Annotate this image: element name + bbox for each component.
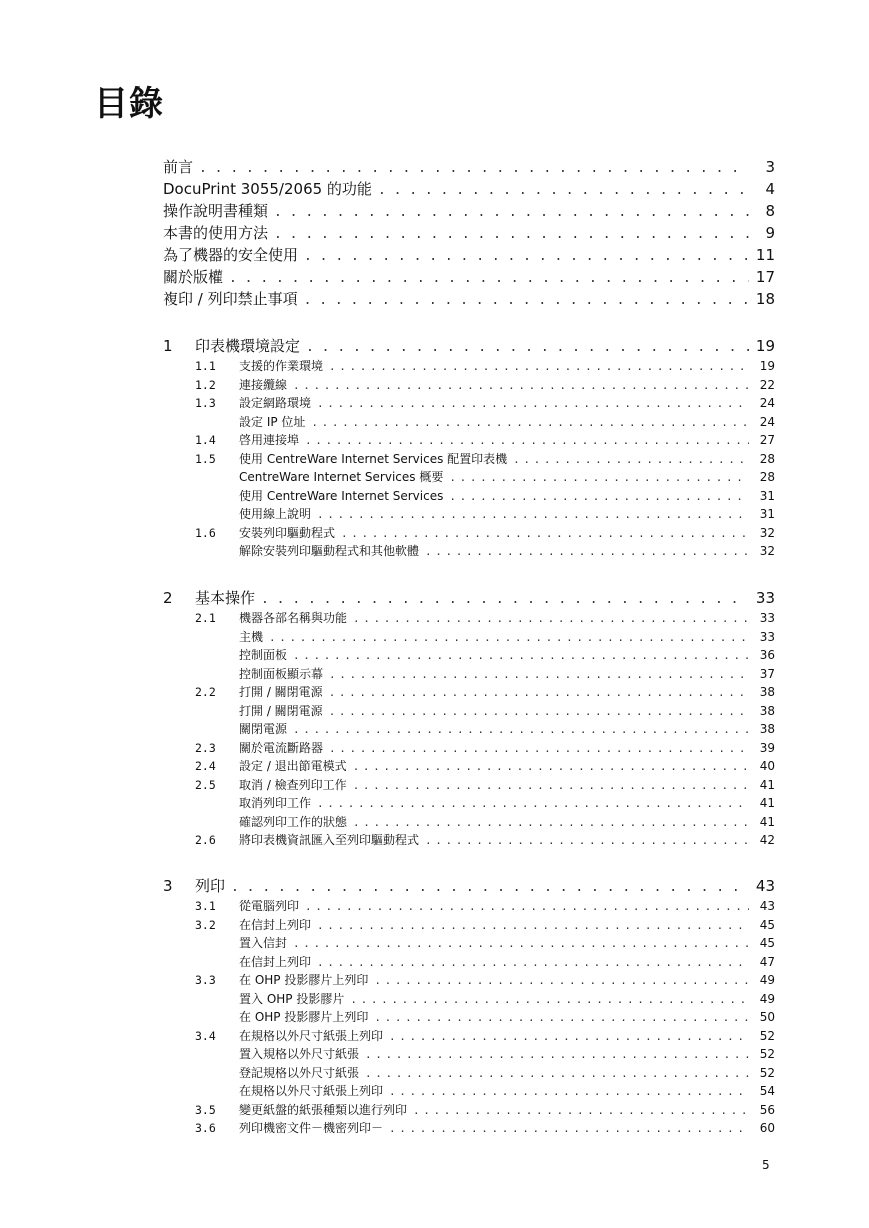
toc-section-label: 機器各部名稱與功能 xyxy=(239,611,348,625)
toc-subsection[interactable] xyxy=(239,702,775,721)
toc-front-item[interactable] xyxy=(163,222,775,246)
toc-section-label: 在信封上列印 xyxy=(239,917,312,932)
dot-leader xyxy=(304,246,749,268)
toc-chapter-number: 2 xyxy=(163,589,173,607)
dot-leader xyxy=(449,488,749,506)
toc-subsection-label: 控制面板顯示幕 xyxy=(239,666,324,681)
toc-subsection-label: 置入 OHP 投影膠片 xyxy=(239,991,345,1006)
toc-front-item-label: DocuPrint 3055/2065 的功能 xyxy=(163,180,372,198)
toc-subsection[interactable] xyxy=(239,953,775,972)
toc-subsection-label: 使用線上說明 xyxy=(239,507,312,521)
toc-subsection[interactable] xyxy=(239,665,775,684)
toc-section-label: 列印機密文件－機密列印－ xyxy=(239,1121,384,1135)
toc-chapter-number: 1 xyxy=(163,337,173,355)
dot-leader xyxy=(229,268,749,290)
toc-subsection-label: CentreWare Internet Services 概要 xyxy=(239,470,444,484)
toc-section-label: 安裝列印驅動程式 xyxy=(239,525,336,540)
toc-section-label: 設定網路環境 xyxy=(239,396,312,410)
toc-front-item-label: 為了機器的安全使用 xyxy=(163,246,299,264)
toc-subsection-page: 38 xyxy=(759,722,775,736)
dot-leader xyxy=(293,647,749,665)
toc-section-label: 取消 / 檢查列印工作 xyxy=(239,777,347,792)
dot-leader xyxy=(374,972,749,990)
toc-section-page: 43 xyxy=(759,899,775,913)
page-number: 5 xyxy=(762,1158,770,1172)
toc-subsection[interactable] xyxy=(239,413,775,432)
toc-section-page: 42 xyxy=(759,833,775,847)
toc-subsection-page: 28 xyxy=(759,470,775,484)
toc-section[interactable] xyxy=(195,1027,775,1046)
toc-subsection[interactable] xyxy=(239,1045,775,1064)
toc-section[interactable] xyxy=(195,376,775,395)
toc-subsection-label: 主機 xyxy=(239,629,264,644)
toc-subsection[interactable] xyxy=(239,1082,775,1101)
toc-section-label: 變更紙盤的紙張種類以進行列印 xyxy=(239,1102,408,1117)
toc-front-item[interactable] xyxy=(163,244,775,268)
toc-subsection[interactable] xyxy=(239,990,775,1009)
toc-section[interactable] xyxy=(195,831,775,850)
toc-section-number: 1.2 xyxy=(195,377,216,392)
toc-section-label: 啓用連接埠 xyxy=(239,433,300,447)
toc-subsection[interactable] xyxy=(239,505,775,524)
toc-section-page: 22 xyxy=(759,377,775,392)
toc-section[interactable] xyxy=(195,357,775,376)
toc-subsection-label: 在規格以外尺寸紙張上列印 xyxy=(239,1084,384,1098)
toc-section[interactable] xyxy=(195,757,775,776)
toc-front-item[interactable] xyxy=(163,200,775,224)
toc-section-number: 2.3 xyxy=(195,740,216,755)
dot-leader xyxy=(261,589,749,611)
toc-section-number: 3.2 xyxy=(195,917,216,932)
dot-leader xyxy=(305,432,749,450)
toc-section-page: 27 xyxy=(759,433,775,447)
toc-subsection-label: 控制面板 xyxy=(239,648,288,662)
toc-subsection-page: 31 xyxy=(759,507,775,521)
dot-leader xyxy=(274,202,749,224)
toc-front-item-page: 4 xyxy=(765,180,775,198)
toc-section-number: 1.5 xyxy=(195,451,216,466)
dot-leader xyxy=(317,506,749,524)
dot-leader xyxy=(350,991,749,1009)
dot-leader xyxy=(425,832,749,850)
dot-leader xyxy=(317,395,749,413)
toc-section-number: 2.6 xyxy=(195,833,216,847)
toc-front-item-label: 關於版權 xyxy=(163,268,224,286)
toc-front-item[interactable] xyxy=(163,178,775,202)
toc-subsection[interactable] xyxy=(239,487,775,506)
toc-subsection[interactable] xyxy=(239,813,775,832)
dot-leader xyxy=(311,414,749,432)
toc-front-item-label: 複印 / 列印禁止事項 xyxy=(163,290,298,308)
dot-leader xyxy=(389,1120,749,1138)
dot-leader xyxy=(389,1083,749,1101)
toc-subsection-label: 解除安裝列印驅動程式和其他軟體 xyxy=(239,544,420,558)
toc-subsection-label: 關閉電源 xyxy=(239,722,288,736)
toc-section-page: 40 xyxy=(759,759,775,773)
toc-section-page: 39 xyxy=(759,740,775,755)
toc-section[interactable] xyxy=(195,1101,775,1120)
toc-chapter[interactable] xyxy=(163,875,775,899)
toc-section-number: 3.3 xyxy=(195,973,216,987)
toc-section-page: 32 xyxy=(759,525,775,540)
toc-subsection-page: 41 xyxy=(759,796,775,810)
dot-leader xyxy=(199,158,749,180)
dot-leader xyxy=(317,954,749,972)
dot-leader xyxy=(317,795,749,813)
toc-subsection-label: 在 OHP 投影膠片上列印 xyxy=(239,1010,369,1024)
toc-subsection-page: 24 xyxy=(759,414,775,429)
toc-front-item-label: 操作說明書種類 xyxy=(163,202,269,220)
toc-chapter[interactable] xyxy=(163,587,775,611)
toc-section[interactable] xyxy=(195,1119,775,1138)
dot-leader xyxy=(353,814,749,832)
toc-section-label: 從電腦列印 xyxy=(239,899,300,913)
toc-front-item-page: 18 xyxy=(755,290,775,308)
dot-leader xyxy=(293,377,749,395)
toc-section[interactable] xyxy=(195,776,775,795)
dot-leader xyxy=(317,917,749,935)
toc-subsection-page: 50 xyxy=(759,1010,775,1024)
toc-section-page: 24 xyxy=(759,396,775,410)
toc-subsection[interactable] xyxy=(239,1008,775,1027)
toc-front-item-label: 本書的使用方法 xyxy=(163,224,269,242)
dot-leader xyxy=(274,224,749,246)
toc-subsection-page: 33 xyxy=(759,629,775,644)
toc-subsection[interactable] xyxy=(239,794,775,813)
toc-section-number: 2.4 xyxy=(195,759,216,773)
dot-leader xyxy=(305,898,749,916)
toc-subsection[interactable] xyxy=(239,646,775,665)
dot-leader xyxy=(365,1065,749,1083)
toc-section[interactable] xyxy=(195,609,775,628)
dot-leader xyxy=(304,290,749,312)
dot-leader xyxy=(353,758,749,776)
toc-section-label: 將印表機資訊匯入至列印驅動程式 xyxy=(239,833,420,847)
toc-section-number: 1.4 xyxy=(195,433,216,447)
toc-subsection-page: 32 xyxy=(759,544,775,558)
dot-leader xyxy=(353,777,749,795)
toc-section-label: 支援的作業環境 xyxy=(239,359,324,373)
toc-subsection-page: 31 xyxy=(759,488,775,503)
toc-chapter-page: 19 xyxy=(755,337,775,355)
toc-section-page: 60 xyxy=(759,1121,775,1135)
page-title: 目錄 xyxy=(94,84,164,124)
toc-section-label: 在規格以外尺寸紙張上列印 xyxy=(239,1028,384,1043)
toc-subsection-page: 36 xyxy=(759,648,775,662)
toc-subsection-page: 52 xyxy=(759,1065,775,1080)
toc-subsection[interactable] xyxy=(239,468,775,487)
toc-section-number: 3.1 xyxy=(195,899,216,913)
toc-section-number: 2.2 xyxy=(195,685,216,699)
toc-section-label: 使用 CentreWare Internet Services 配置印表機 xyxy=(239,451,508,466)
dot-leader xyxy=(425,543,749,561)
dot-leader xyxy=(341,525,749,543)
dot-leader xyxy=(389,1028,749,1046)
toc-subsection-label: 使用 CentreWare Internet Services xyxy=(239,488,444,503)
toc-section-label: 打開 / 關閉電源 xyxy=(239,685,323,699)
toc-section-label: 設定 / 退出節電模式 xyxy=(239,759,347,773)
toc-subsection[interactable] xyxy=(239,628,775,647)
toc-section[interactable] xyxy=(195,897,775,916)
toc-section-page: 28 xyxy=(759,451,775,466)
toc-chapter-label: 印表機環境設定 xyxy=(195,337,301,355)
dot-leader xyxy=(329,666,749,684)
toc-section-page: 56 xyxy=(759,1102,775,1117)
toc-front-item-page: 11 xyxy=(755,246,775,264)
toc-section-label: 在 OHP 投影膠片上列印 xyxy=(239,973,369,987)
dot-leader xyxy=(449,469,749,487)
toc-chapter-number: 3 xyxy=(163,877,173,895)
toc-section[interactable] xyxy=(195,916,775,935)
toc-chapter-page: 43 xyxy=(755,877,775,895)
toc-subsection-page: 45 xyxy=(759,936,775,950)
toc-section-page: 19 xyxy=(759,359,775,373)
dot-leader xyxy=(353,610,749,628)
toc-section-number: 1.1 xyxy=(195,359,216,373)
toc-section-page: 49 xyxy=(759,973,775,987)
dot-leader xyxy=(293,721,749,739)
toc-section[interactable] xyxy=(195,394,775,413)
toc-subsection-label: 取消列印工作 xyxy=(239,796,312,810)
toc-subsection-page: 49 xyxy=(759,991,775,1006)
toc-subsection-label: 置入規格以外尺寸紙張 xyxy=(239,1047,360,1061)
toc-section-page: 33 xyxy=(759,611,775,625)
toc-chapter[interactable] xyxy=(163,335,775,359)
toc-subsection-label: 打開 / 關閉電源 xyxy=(239,703,323,718)
toc-section-number: 2.1 xyxy=(195,611,216,625)
toc-front-item[interactable] xyxy=(163,266,775,290)
toc-front-item-page: 8 xyxy=(765,202,775,220)
toc-subsection-label: 設定 IP 位址 xyxy=(239,414,306,429)
toc-subsection-label: 登記規格以外尺寸紙張 xyxy=(239,1065,360,1080)
toc-chapter-page: 33 xyxy=(755,589,775,607)
toc-section[interactable] xyxy=(195,524,775,543)
toc-subsection-label: 置入信封 xyxy=(239,936,288,950)
toc-section-page: 52 xyxy=(759,1028,775,1043)
toc-section-page: 45 xyxy=(759,917,775,932)
dot-leader xyxy=(329,740,749,758)
toc-section-number: 3.4 xyxy=(195,1028,216,1043)
toc-section-number: 1.6 xyxy=(195,525,216,540)
dot-leader xyxy=(378,180,749,202)
dot-leader xyxy=(513,451,749,469)
toc-section[interactable] xyxy=(195,450,775,469)
toc-section-number: 3.6 xyxy=(195,1121,216,1135)
toc-front-item-page: 9 xyxy=(765,224,775,242)
toc-section-label: 關於電流斷路器 xyxy=(239,740,324,755)
dot-leader xyxy=(329,358,749,376)
toc-front-item[interactable] xyxy=(163,288,775,312)
toc-section-number: 3.5 xyxy=(195,1102,216,1117)
toc-front-item-page: 17 xyxy=(755,268,775,286)
toc-subsection-page: 41 xyxy=(759,814,775,829)
toc-front-item[interactable] xyxy=(163,156,775,180)
toc-section-page: 38 xyxy=(759,685,775,699)
toc-subsection-page: 52 xyxy=(759,1047,775,1061)
toc-subsection-label: 在信封上列印 xyxy=(239,954,312,969)
dot-leader xyxy=(293,935,749,953)
toc-subsection-page: 38 xyxy=(759,703,775,718)
dot-leader xyxy=(374,1009,749,1027)
toc-subsection-page: 37 xyxy=(759,666,775,681)
toc-section-number: 1.3 xyxy=(195,396,216,410)
toc-section-label: 連接纜線 xyxy=(239,377,288,392)
toc-section[interactable] xyxy=(195,683,775,702)
toc-chapter-label: 基本操作 xyxy=(195,589,256,607)
dot-leader xyxy=(329,684,749,702)
toc-section-page: 41 xyxy=(759,777,775,792)
toc-subsection-page: 47 xyxy=(759,954,775,969)
toc-subsection-label: 確認列印工作的狀態 xyxy=(239,814,348,829)
toc-subsection[interactable] xyxy=(239,1064,775,1083)
dot-leader xyxy=(306,337,749,359)
dot-leader xyxy=(329,703,749,721)
toc-section-number: 2.5 xyxy=(195,777,216,792)
dot-leader xyxy=(413,1102,749,1120)
toc-chapter-label: 列印 xyxy=(195,877,226,895)
dot-leader xyxy=(269,629,749,647)
toc-section[interactable] xyxy=(195,971,775,990)
toc-section[interactable] xyxy=(195,739,775,758)
dot-leader xyxy=(365,1046,749,1064)
dot-leader xyxy=(231,877,749,899)
toc-subsection[interactable] xyxy=(239,720,775,739)
toc-front-item-page: 3 xyxy=(765,158,775,176)
toc-subsection[interactable] xyxy=(239,542,775,561)
toc-subsection-page: 54 xyxy=(759,1084,775,1098)
toc-front-item-label: 前言 xyxy=(163,158,194,176)
toc-subsection[interactable] xyxy=(239,934,775,953)
toc-section[interactable] xyxy=(195,431,775,450)
